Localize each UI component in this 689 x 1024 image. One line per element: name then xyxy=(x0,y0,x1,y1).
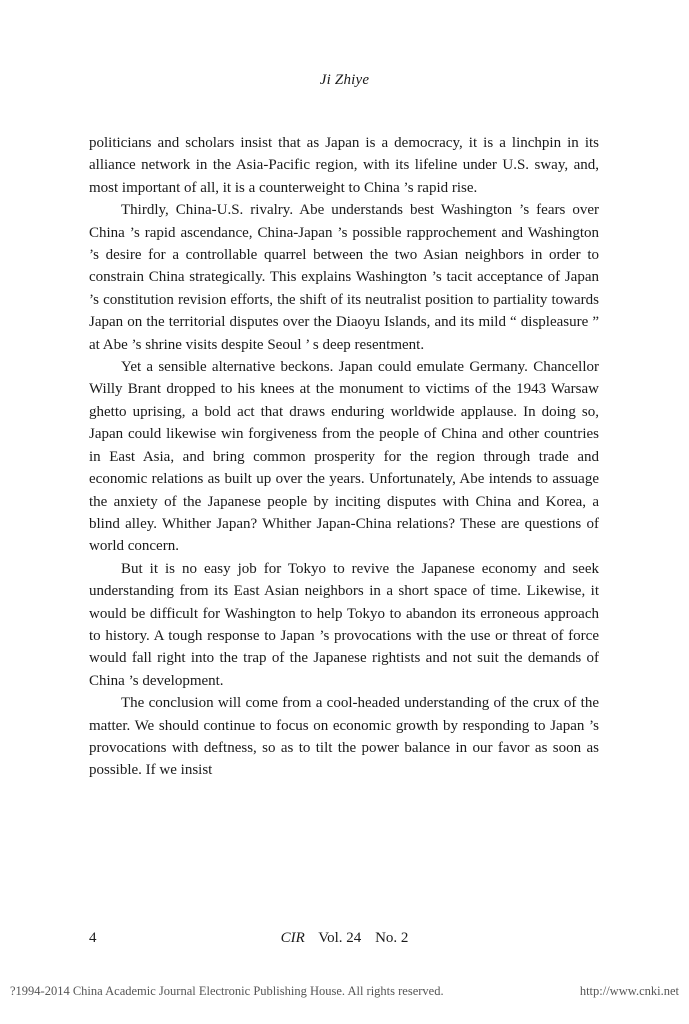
page-number: 4 xyxy=(89,930,97,946)
paragraph-2: Thirdly, China-U.S. rivalry. Abe understands best Washington ’s fears over China ’s rapid ascendance, China-Japan ’s possible rapprochement and Washington ’s desire for a controllable quarrel between the two Asian neighbors in order to constrain China strategically. This explains Washington ’s tacit acceptance of Japan ’s constitution revision efforts, the shift of its neutralist position to partiality towards Japan on the territorial disputes over the Diaoyu Islands, and its mild “ displeasure ” at Abe ’s shrine visits despite Seoul ’ s deep resentment. xyxy=(89,202,599,353)
journal-abbreviation: CIR xyxy=(280,930,305,946)
copyright-url[interactable]: http://www.cnki.net xyxy=(579,984,679,998)
journal-volume: Vol. 24 xyxy=(318,930,362,946)
paragraph-4: But it is no easy job for Tokyo to revive the Japanese economy and seek understanding from its East Asian neighbors in a short space of time. Likewise, it would be difficult for Washington to help Tokyo to abandon its erroneous approach to history. A tough response to Japan ’s provocations with the use or threat of force would fall right into the trap of the Japanese rightists and not suit the demands of China ’s development. xyxy=(89,560,599,689)
paragraph-1: politicians and scholars insist that as Japan is a democracy, it is a linchpin in its alliance network in the Asia-Pacific region, with its lifeline under U.S. sway, and, most important of all, it is a counterweight to China ’s rapid rise. xyxy=(89,135,599,196)
running-head: Ji Zhiye xyxy=(319,72,370,88)
copyright-text: ?1994-2014 China Academic Journal Electronic Publishing House. All rights reserved. xyxy=(10,984,444,998)
article-body xyxy=(89,132,599,782)
copyright-notice xyxy=(10,984,679,999)
journal-number: No. 2 xyxy=(375,930,409,946)
paragraph-5: The conclusion will come from a cool-headed understanding of the crux of the matter. We should continue to focus on economic growth by responding to Japan ’s provocations with deftness, so as to tilt the power balance in our favor as soon as possible. If we insist xyxy=(89,695,599,779)
paragraph-3: Yet a sensible alternative beckons. Japan could emulate Germany. Chancellor Willy Brant dropped to his knees at the monument to victims of the 1943 Warsaw ghetto uprising, a bold act that draws enduring worldwide applause. In doing so, Japan could likewise win forgiveness from the people of China and other countries in East Asia, and bring common prosperity for the region through trade and economic relations as built up over the years. Unfortunately, Abe intends to assuage the anxiety of the Japanese people by inciting disputes with China and Korea, a blind alley. Whither Japan? Whither Japan-China relations? These are questions of world concern. xyxy=(89,359,599,555)
journal-citation xyxy=(0,930,689,947)
